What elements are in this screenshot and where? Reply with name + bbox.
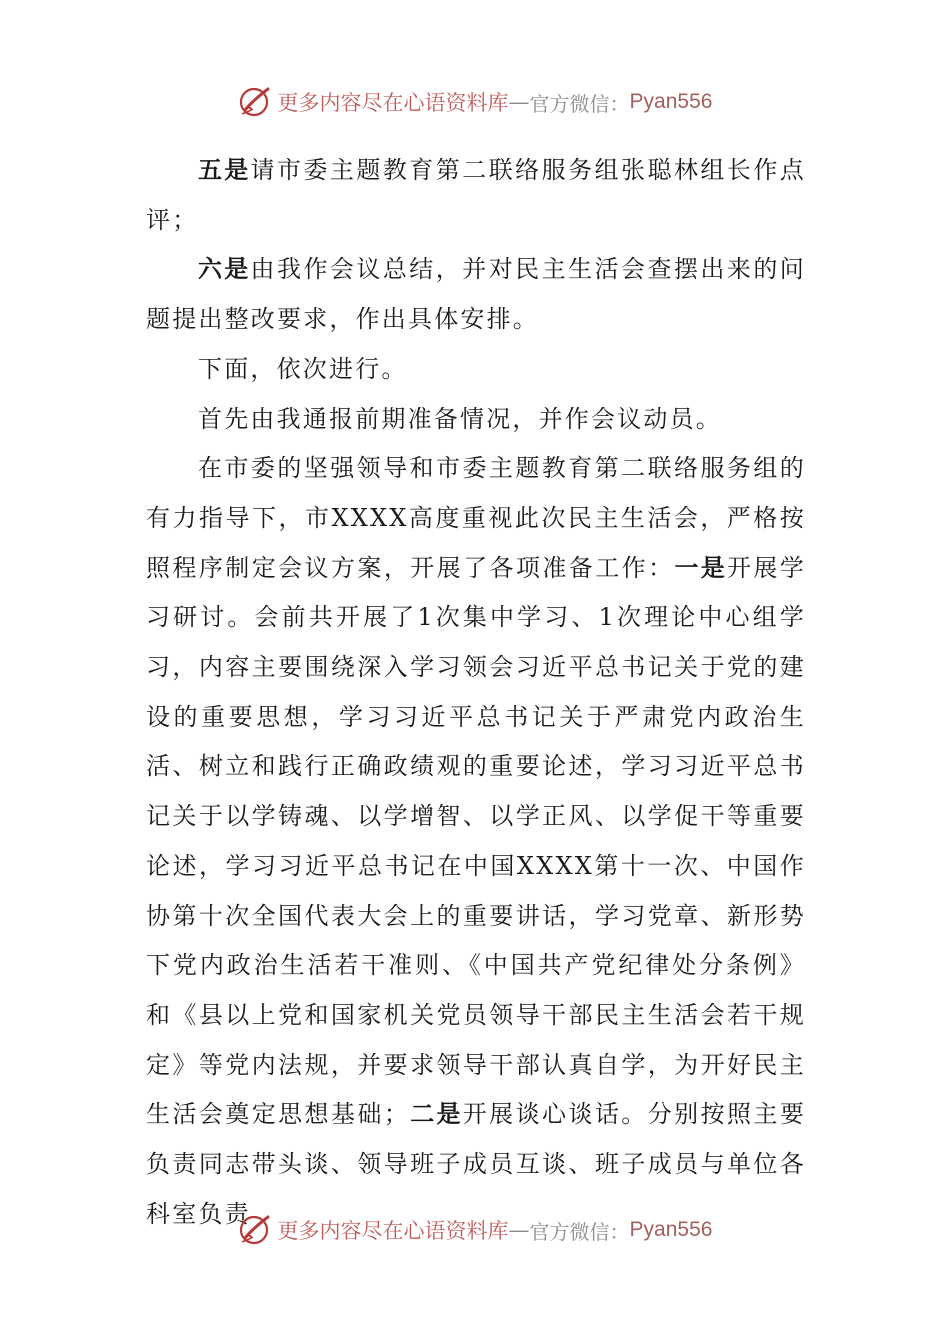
paragraph-text: 在市委的坚强领导和市委主题教育第二联络服务组的有力指导下，市XXXX高度重视此次民主生活会，严格按照程序制定会议方案，开展了各项准备工作：	[146, 454, 806, 582]
paragraph-lead: 二是	[410, 1100, 463, 1129]
watermark-official-label: 官方微信：	[529, 1219, 630, 1244]
watermark-footer	[0, 1210, 950, 1250]
paragraph-lead: 六是	[198, 255, 251, 284]
paragraph-report	[146, 395, 806, 445]
paragraph-text: 开展学习研讨。会前共开展了1次集中学习、1次理论中心组学习，内容主要围绕深入学习领会习近平总书记关于党的建设的重要思想，学习习近平总书记关于严肃党内政治生活、树立和践行正确政绩观的重要论述，学习习近平总书记关于以学铸魂、以学增智、以学正风、以学促干等重要论述，学习习近平总书记在中国XXXX第十一次、中国作协第十次全国代表大会上的重要讲话，学习党章、新形势下党内政治生活若干准则、《中国共产党纪律处分条例》和《县以上党和国家机关党员领导干部民主生活会若干规定》等党内法规，并要求领导干部认真自学，为开好民主生活会奠定思想基础；	[146, 553, 807, 1129]
document-body	[146, 146, 806, 1239]
paragraph-text: 开展谈心谈话。分别按照主要负责同志带头谈、领导班子成员互谈、班子成员与单位各科室负责	[146, 1100, 807, 1228]
watermark-dash: —	[508, 1218, 530, 1242]
pen-logo-icon	[238, 1212, 274, 1248]
watermark-wechat-id: Pyan556	[629, 1218, 713, 1241]
paragraph-proceed	[146, 345, 806, 395]
paragraph-lead: 五是	[198, 156, 251, 184]
paragraph-item-5	[146, 146, 806, 245]
watermark-header	[0, 82, 950, 122]
paragraph-text: 由我作会议总结，并对民主生活会查摆出来的问题提出整改要求，作出具体安排。	[146, 255, 806, 334]
watermark-official-label: 官方微信：	[529, 91, 630, 116]
paragraph-text: 下面，依次进行。	[198, 354, 408, 383]
paragraph-text: 首先由我通报前期准备情况，并作会议动员。	[198, 404, 722, 433]
paragraph-lead: 一是	[674, 553, 727, 582]
watermark-main-text: 更多内容尽在心语资料库	[277, 91, 509, 115]
watermark-dash: —	[508, 90, 530, 114]
watermark-wechat-id: Pyan556	[629, 90, 713, 113]
paragraph-preparation	[146, 444, 806, 1239]
paragraph-text: 请市委主题教育第二联络服务组张聪林组长作点评；	[146, 156, 806, 234]
paragraph-item-6	[146, 245, 806, 344]
watermark-main-text: 更多内容尽在心语资料库	[277, 1219, 509, 1243]
pen-logo-icon	[238, 84, 274, 120]
